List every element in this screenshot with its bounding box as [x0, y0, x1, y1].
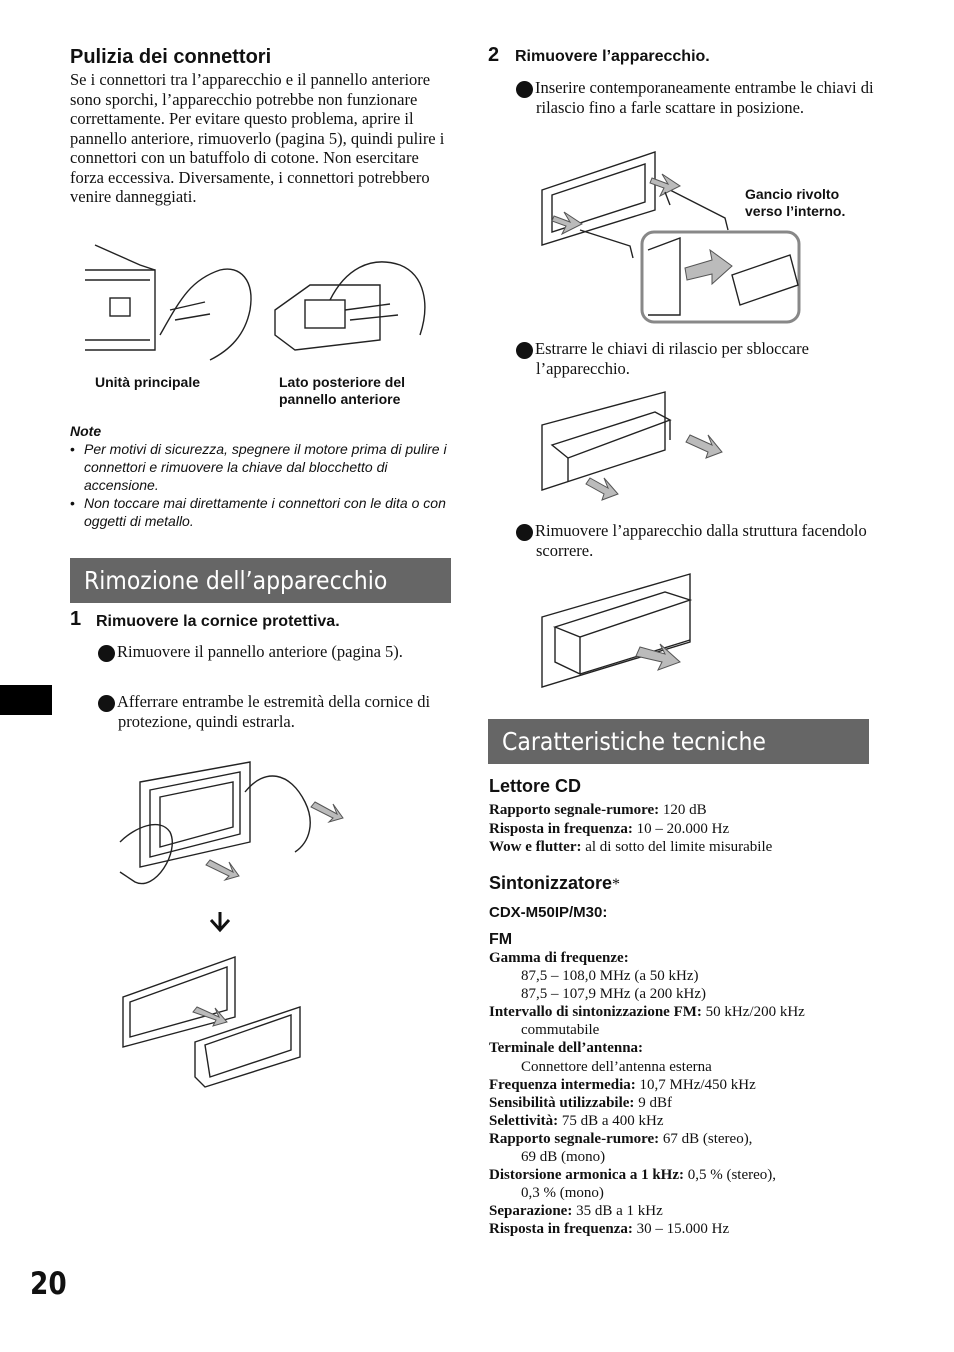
fm-label: FM: [489, 931, 513, 948]
step1-title: Rimuovere la cornice protettiva.: [96, 613, 340, 630]
spec-row: [489, 820, 869, 839]
step1-b-bullet: 2: [98, 695, 115, 712]
lettore-cd-title: Lettore CD: [489, 776, 582, 796]
model-label: CDX-M50IP/M30:: [489, 904, 608, 921]
spec-value: 30 – 15.000 Hz: [632, 1221, 730, 1238]
step2-c-bullet: 3: [516, 524, 533, 541]
spec-value: 9 dBf: [634, 1094, 672, 1111]
spec-value: 10 – 20.000 Hz: [632, 820, 730, 837]
sintonizzatore-text: Sintonizzatore: [489, 873, 613, 893]
chapter-tab: [0, 685, 52, 715]
spec-value: Connettore dell’antenna esterna: [521, 1058, 712, 1075]
spec-value: 50 kHz/200 kHz: [701, 1004, 805, 1021]
caption-lato-posteriore: Lato posteriore del pannello anteriore: [279, 374, 406, 407]
page-number: 20: [30, 1266, 67, 1302]
step2-c-text: Rimuovere l’apparecchio dalla struttura facendolo scorrere.: [535, 521, 867, 561]
spec-label: Rapporto segnale-rumore:: [489, 802, 660, 818]
spec-label: Gamma di frequenze:: [489, 950, 629, 966]
step2-b-text: Estrarre le chiavi di rilascio per sbloccare l’apparecchio.: [535, 339, 809, 379]
banner-rimozione-text: Rimozione dell’apparecchio: [84, 566, 388, 595]
step2-number: 2: [488, 44, 500, 66]
spec-label: Risposta in frequenza:: [489, 820, 633, 837]
note-1-text: Per motivi di sicurezza, spegnere il motore prima di pulire i connettori e rimuovere la chiave dal blocchetto di accensione.: [84, 441, 447, 493]
slide-out-illustration: [540, 572, 710, 692]
spec-label: Rapporto segnale-rumore:: [489, 1130, 660, 1147]
step2-substep-a: [504, 78, 886, 118]
step1-substep-a: [86, 642, 418, 662]
spec-value: al di sotto del limite misurabile: [581, 839, 773, 855]
section-title-pulizia: Pulizia dei connettori: [70, 46, 272, 68]
spec-value: 10,7 MHz/450 kHz: [635, 1076, 756, 1093]
extract-keys-illustration: [540, 390, 740, 505]
caption-unita-principale: Unità principale: [95, 374, 201, 390]
note-list: [70, 440, 452, 530]
fm-specs: [489, 949, 869, 1239]
note-title: Note: [70, 423, 102, 439]
spec-label: Risposta in frequenza:: [489, 1221, 633, 1238]
spec-label: Terminale dell’antenna:: [489, 1040, 644, 1057]
release-keys-illustration: [540, 150, 810, 325]
spec-label: Intervallo di sintonizzazione FM:: [489, 1004, 702, 1021]
banner-caratteristiche: [488, 719, 869, 764]
step2-title: Rimuovere l’apparecchio.: [515, 48, 710, 65]
spec-row: [489, 838, 869, 857]
banner-rimozione: [70, 558, 451, 603]
spec-value: commutabile: [521, 1022, 600, 1039]
step1-substep-b: [86, 692, 448, 732]
frame-removal-illustration: [115, 752, 365, 1092]
gancio-caption: Gancio rivolto verso l’interno.: [745, 186, 846, 219]
spec-label: Distorsione armonica a 1 kHz:: [489, 1167, 684, 1184]
pulizia-paragraph: Se i connettori tra l’apparecchio e il pannello anteriore sono sporchi, l’apparecchio potrebbe non funzionare correttamente. Per evitare questo problema, aprire il pannello anteriore, rimuoverlo (pagina 5), quindi pulire i connettori con un batuffolo di cotone. Non esercitare forza eccessiva. Diversamente, i connettori potrebbero venire danneggiati.: [70, 70, 445, 206]
step2-b-bullet: 2: [516, 342, 533, 359]
spec-value: 87,5 – 108,0 MHz (a 50 kHz): [521, 968, 699, 985]
step2-a-text: Inserire contemporaneamente entrambe le chiavi di rilascio fino a farle scattare in posizione.: [535, 78, 874, 118]
step1-a-text: Rimuovere il pannello anteriore (pagina 5).: [117, 642, 403, 661]
spec-value: 87,5 – 107,9 MHz (a 200 kHz): [521, 986, 706, 1003]
sintonizzatore-footnote-mark: *: [612, 876, 621, 893]
note-item: • Per motivi di sicurezza, spegnere il motore prima di pulire i connettori e rimuovere la chiave dal blocchetto di accensione.: [70, 440, 452, 494]
spec-row: [489, 801, 869, 820]
spec-label: Sensibilità utilizzabile:: [489, 1094, 635, 1111]
spec-value: 0,5 % (stereo),: [683, 1167, 777, 1184]
banner-caratteristiche-text: Caratteristiche tecniche: [502, 727, 766, 756]
lettore-specs: [489, 801, 869, 857]
spec-label: Wow e flutter:: [489, 839, 582, 855]
spec-value: 69 dB (mono): [521, 1149, 606, 1166]
note-2-text: Non toccare mai direttamente i connettori con le dita o con oggetti di metallo.: [84, 495, 446, 529]
step2-substep-c: [504, 521, 886, 561]
note-item: • Non toccare mai direttamente i connettori con le dita o con oggetti di metallo.: [70, 494, 452, 530]
spec-label: Separazione:: [489, 1203, 573, 1220]
cleaning-illustration: [80, 240, 450, 370]
spec-label: Frequenza intermedia:: [489, 1076, 636, 1093]
spec-value: 120 dB: [659, 802, 707, 818]
spec-value: 35 dB a 1 kHz: [572, 1203, 663, 1220]
spec-value: 67 dB (stereo),: [659, 1130, 753, 1147]
step1-number: 1: [70, 608, 82, 630]
step2-substep-b: [504, 339, 886, 379]
step2-a-bullet: 1: [516, 81, 533, 98]
sintonizzatore-title: [489, 873, 620, 894]
spec-value: 75 dB a 400 kHz: [558, 1112, 664, 1129]
spec-label: Selettività:: [489, 1112, 559, 1129]
spec-value: 0,3 % (mono): [521, 1185, 604, 1202]
step1-b-text: Afferrare entrambe le estremità della cornice di protezione, quindi estrarla.: [117, 692, 431, 732]
step1-a-bullet: 1: [98, 645, 115, 662]
